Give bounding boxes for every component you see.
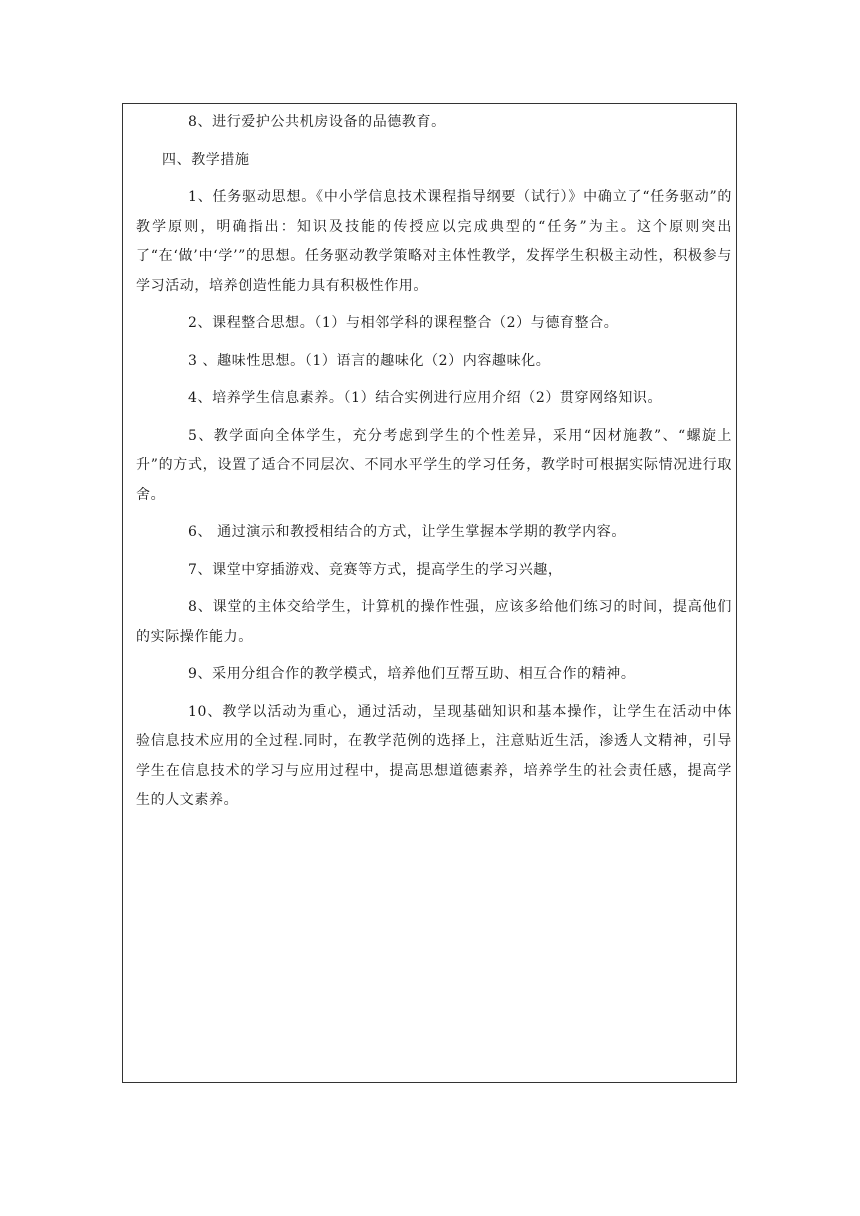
paragraph-information-literacy: 4、培养学生信息素养。（1）结合实例进行应用介绍（2）贯穿网络知识。 [188, 390, 663, 406]
paragraph-task-driven: 1、任务驱动思想。《中小学信息技术课程指导纲要（试行）》中确立了“任务驱动”的教学原则，明确指出：知识及技能的传授应以完成典型的“任务”为主。这个原则突出了“在‘做’中‘学’”的思想。任务驱动教学策略对主体性教学，发挥学生积极主动性，积极参与学习活动，培养创造性能力具有积极性作用。 [136, 189, 732, 294]
paragraph-student-centered: 8、课堂的主体交给学生，计算机的操作性强，应该多给他们练习的时间，提高他们的实际操作能力。 [136, 599, 732, 645]
paragraph-interest: 3 、趣味性思想。（1）语言的趣味化（2）内容趣味化。 [188, 352, 551, 369]
paragraph-group-cooperation: 9、采用分组合作的教学模式，培养他们互帮互助、相互合作的精神。 [188, 666, 636, 682]
paragraph-curriculum-integration: 2、课程整合思想。（1）与相邻学科的课程整合（2）与德育整合。 [188, 315, 619, 331]
paragraph-games: 7、课堂中穿插游戏、竞赛等方式，提高学生的学习兴趣， [188, 561, 563, 578]
paragraph-all-students: 5、教学面向全体学生，充分考虑到学生的个性差异，采用“因材施教”、“螺旋上升”的方式，设置了适合不同层次、不同水平学生的学习任务，教学时可根据实际情况进行取舍。 [136, 427, 732, 503]
section-heading-teaching-measures: 四、教学措施 [162, 151, 250, 168]
paragraph-activity-centered: 10、教学以活动为重心，通过活动，呈现基础知识和基本操作，让学生在活动中体验信息技术应用的全过程.同时，在教学范例的选择上，注意贴近生活，渗透人文精神，引导学生在信息技术的学习与应用过程中，提高思想道德素养，培养学生的社会责任感，提高学生的人文素养。 [136, 703, 732, 808]
paragraph-item-8-moral-education: 8、进行爱护公共机房设备的品德教育。 [188, 114, 446, 130]
document-body [136, 108, 732, 824]
paragraph-demonstration: 6、 通过演示和教授相结合的方式，让学生掌握本学期的教学内容。 [188, 524, 626, 540]
